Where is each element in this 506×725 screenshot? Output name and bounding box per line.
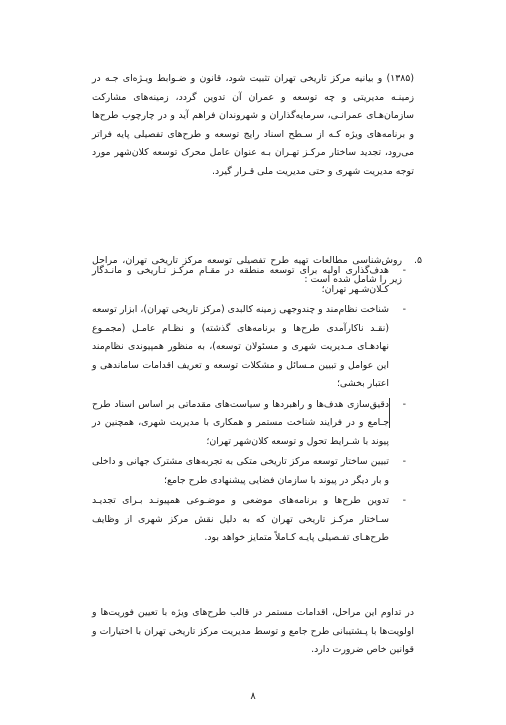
section-number: ۵. xyxy=(413,255,422,266)
list-item-text: دقیق‌سازی هدف‌ها و راهبردها و سیاست‌های مقدماتی بر اساس اسناد طرح جـامع و در فرایند شناخت مستمر و همکاری با مدیریت شهری، همچنین در پیوند با شـرایط تحول و توسعه کلان‌شهر تهران؛ xyxy=(92,398,389,447)
page-number: ۸ xyxy=(250,691,256,702)
bullet-dash: - xyxy=(402,265,406,276)
list-item-text: شناخت نظام‌مند و چندوجهی زمینه کالبدی (مرکز تاریخی تهران)، ابزار توسعه (نقـد ناکارآمدی طرح‌ها و برنامه‌های گذشته) و نظـام عامـل (مجمـوع نهادهـای مـدیریت شهری و مسئولان توسعه)، به منظور همپیوندی نظام‌مند این عوامل و تبیین مـسائل و مشکلات توسعه و تعریف اقدامات ساماندهی و اعتبار بخشی؛ xyxy=(92,304,389,389)
methodology-list xyxy=(92,262,422,548)
bullet-dash: - xyxy=(402,304,406,315)
list-item xyxy=(92,396,422,452)
bullet-dash: - xyxy=(402,456,406,467)
list-item xyxy=(92,301,422,394)
closing-paragraph: در تداوم این مراحل، اقدامات مستمر در قالب طرح‌های ویژه با تعیین فوریت‌ها و اولویت‌ها با پـشتیبانی طرح جامع و توسط مدیریت مرکز تاریخی تهران با اختیارات و قوانین خاص ضرورت دارد. xyxy=(92,607,414,655)
section-heading-text: روش‌شناسی مطالعات تهیه طرح تفصیلی توسعه مرکز تاریخی تهران، مراحل زیر را شامل شده است : xyxy=(92,255,402,285)
list-item-text: هدف‌گذاری اولیه برای توسعه منطقه در مقـام مرکـز تـاریخی و مانـدگار کـلان‌شـهر تهران؛ xyxy=(92,265,389,295)
text-cursor xyxy=(389,398,390,428)
list-item xyxy=(92,453,422,490)
bullet-dash: - xyxy=(402,495,406,506)
list-item xyxy=(92,492,422,548)
list-item-text: تبیین ساختار توسعه مرکز تاریخی متکی به تجربه‌های مشترک جهانی و داخلی و بار دیگر در پیوند با سازمان فضایی پیشنهادی طرح جامع؛ xyxy=(92,456,389,486)
list-item xyxy=(92,262,422,299)
list-item-text: تدوین طرح‌ها و برنامه‌های موضعی و موضـوعی همپیونـد بـرای تجدیـد سـاختار مرکـز تاریخی تهران که به دلیل نقش مرکز شهری از وظایف طرح‌هـای تفـصیلی پایـه کـاملاً متمایز خواهد بود. xyxy=(92,495,389,543)
bullet-dash: - xyxy=(402,398,406,410)
intro-paragraph: (۱۳۸۵) و بیانیه مرکز تاریخی تهران تثبیت شود، قانون و ضـوابط ویـژه‌ای جـه در زمینـه مدیریتی و چه توسعه و عمران آن تدوین گردد، زمینه‌های مشارکت سازمان‌هـای عمرانـی، سرمایه‌گذاران و شهروندان فراهم آید و در چارچوب طرح‌ها و برنامه‌های ویژه کـه از سـطح اسناد رایج توسعه و طرح‌های تفصیلی پایه فراتر می‌رود، تجدید ساختار مرکـز تهـران بـه عنوان عامل محرک توسعه کلان‌شهر مورد توجه مدیریت شهری و حتی مدیریت ملی قـرار گیرد. xyxy=(92,73,414,177)
